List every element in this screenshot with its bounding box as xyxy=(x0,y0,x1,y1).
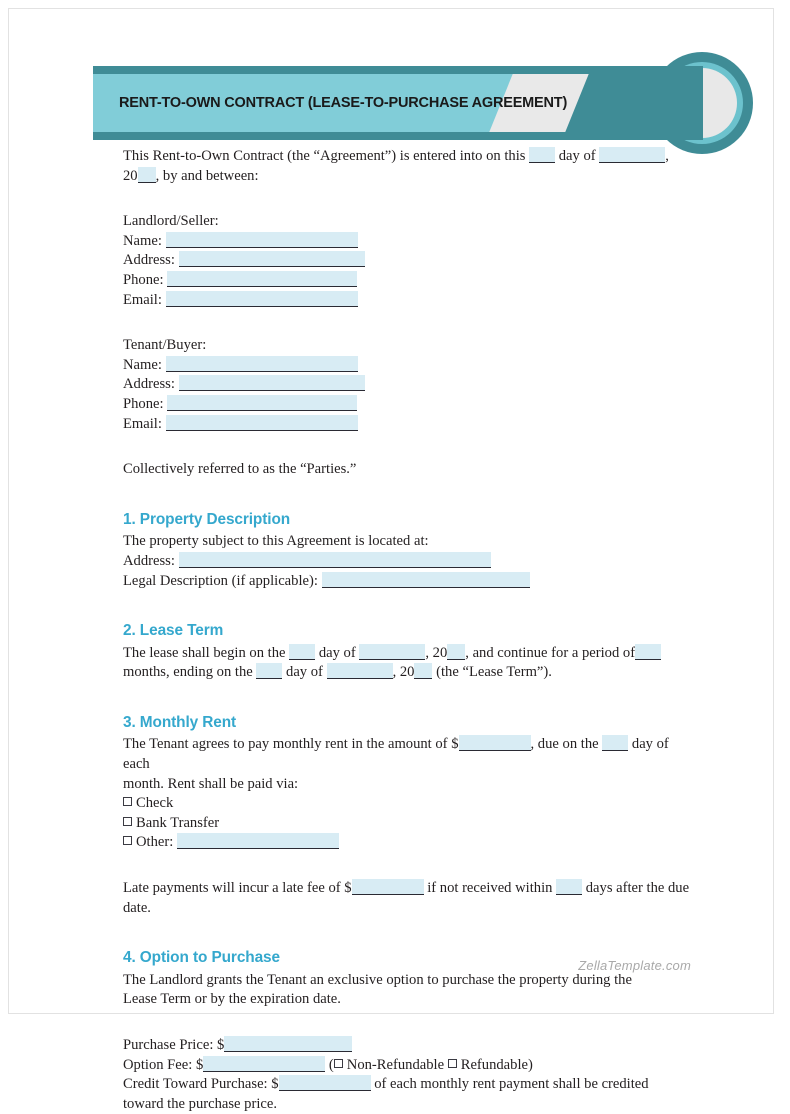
option-fee-label: Option Fee: $ xyxy=(123,1056,204,1073)
lease-begin-year-blank[interactable] xyxy=(447,644,465,660)
payment-option-bank-transfer[interactable] xyxy=(123,814,693,834)
tenant-address-label: Address: xyxy=(123,376,175,393)
watermark: ZellaTemplate.com xyxy=(578,958,691,973)
payment-option-other-label: Other: xyxy=(136,834,174,851)
late-fee-grace-days-blank[interactable] xyxy=(556,879,582,895)
monthly-rent-text-3: day of each xyxy=(123,736,669,773)
late-fee-text-2: if not received within xyxy=(427,880,553,897)
lease-term-text-7: , 20 xyxy=(392,664,415,681)
tenant-heading: Tenant/Buyer: xyxy=(123,337,207,354)
tenant-email-row xyxy=(123,415,693,435)
tenant-phone-label: Phone: xyxy=(123,395,164,412)
option-fee-paren-open: ( xyxy=(328,1056,334,1073)
lease-term-text-6: day of xyxy=(286,664,323,681)
credit-toward-purchase-input[interactable] xyxy=(279,1075,371,1091)
property-address-label: Address: xyxy=(123,552,175,569)
property-legal-row xyxy=(123,572,693,592)
monthly-rent-text-4: month. Rent shall be paid via: xyxy=(123,775,299,792)
tenant-name-label: Name: xyxy=(123,356,162,373)
section-heading-option-to-purchase: 4. Option to Purchase xyxy=(123,949,280,967)
option-to-purchase-paragraph xyxy=(123,971,693,1010)
checkbox-icon-non-refundable[interactable] xyxy=(334,1059,343,1068)
checkbox-icon-bank-transfer[interactable] xyxy=(123,817,132,826)
lease-term-text-5: months, ending on the xyxy=(123,664,253,681)
lease-term-text-8: (the “Lease Term”). xyxy=(436,664,552,681)
purchase-price-label: Purchase Price: $ xyxy=(123,1037,225,1053)
collective-parties-text: Collectively referred to as the “Parties.” xyxy=(123,461,357,478)
monthly-rent-amount-blank[interactable] xyxy=(459,735,531,751)
property-legal-label: Legal Description (if applicable): xyxy=(123,572,318,589)
payment-option-bank-transfer-label: Bank Transfer xyxy=(136,814,220,831)
landlord-name-row xyxy=(123,232,693,252)
checkbox-icon-refundable[interactable] xyxy=(448,1059,457,1068)
landlord-name-label: Name: xyxy=(123,232,162,249)
landlord-email-label: Email: xyxy=(123,291,162,308)
late-fee-text-3: days after the due xyxy=(585,880,690,897)
property-intro-text: The property subject to this Agreement is located at: xyxy=(123,533,429,550)
option-fee-paren-close: ) xyxy=(528,1056,533,1073)
lease-end-year-blank[interactable] xyxy=(414,663,432,679)
landlord-email-input[interactable] xyxy=(166,291,358,307)
tenant-phone-input[interactable] xyxy=(167,395,357,411)
party-block-tenant xyxy=(123,336,693,434)
credit-toward-purchase-label: Credit Toward Purchase: $ xyxy=(123,1076,279,1093)
credit-toward-purchase-row xyxy=(123,1075,693,1114)
tenant-name-row xyxy=(123,356,693,376)
intro-day-blank[interactable] xyxy=(529,147,555,163)
late-payment-paragraph xyxy=(123,879,693,918)
monthly-rent-paragraph xyxy=(123,735,693,794)
option-fee-refundable-label: Refundable xyxy=(460,1056,528,1073)
late-fee-amount-blank[interactable] xyxy=(352,879,424,895)
lease-begin-month-blank[interactable] xyxy=(359,644,425,660)
monthly-rent-text-2: , due on the xyxy=(530,736,599,753)
intro-text-c: , by and between: xyxy=(155,167,259,184)
monthly-rent-due-day-blank[interactable] xyxy=(602,735,628,751)
landlord-address-input[interactable] xyxy=(179,251,365,267)
payment-option-other[interactable] xyxy=(123,833,693,853)
section-heading-monthly-rent: 3. Monthly Rent xyxy=(123,713,237,731)
landlord-name-input[interactable] xyxy=(166,232,358,248)
late-fee-text-1: Late payments will incur a late fee of $ xyxy=(123,880,352,897)
credit-text-3: toward the purchase price. xyxy=(123,1095,277,1112)
checkbox-icon-check[interactable] xyxy=(123,797,132,806)
payment-option-check-label: Check xyxy=(136,795,174,812)
intro-paragraph xyxy=(123,147,693,186)
lease-term-text-1: The lease shall begin on the xyxy=(123,644,286,661)
lease-term-paragraph xyxy=(123,644,693,683)
option-fee-input[interactable] xyxy=(203,1056,325,1072)
option-fee-row xyxy=(123,1056,693,1076)
option-fee-non-refundable-label: Non-Refundable xyxy=(346,1056,445,1073)
tenant-email-label: Email: xyxy=(123,415,162,432)
purchase-price-input[interactable] xyxy=(224,1036,352,1052)
tenant-address-input[interactable] xyxy=(179,375,365,391)
intro-text-b: day of xyxy=(558,148,596,164)
document-title: RENT-TO-OWN CONTRACT (LEASE-TO-PURCHASE AGREEMENT) xyxy=(119,95,568,111)
property-legal-input[interactable] xyxy=(322,572,530,588)
landlord-address-row xyxy=(123,251,693,271)
party-block-landlord xyxy=(123,212,693,310)
lease-end-month-blank[interactable] xyxy=(327,663,393,679)
lease-term-text-2: day of xyxy=(318,644,356,661)
tenant-email-input[interactable] xyxy=(166,415,358,431)
header-banner xyxy=(93,52,753,154)
purchase-price-row xyxy=(123,1036,693,1056)
document-page xyxy=(8,8,774,1112)
payment-option-other-input[interactable] xyxy=(177,833,339,849)
lease-begin-day-blank[interactable] xyxy=(289,644,315,660)
intro-text-a: This Rent-to-Own Contract (the “Agreement”) is entered into on this xyxy=(123,148,526,164)
property-address-input[interactable] xyxy=(179,552,491,568)
lease-term-text-4: , and continue for a period of xyxy=(465,644,636,661)
tenant-address-row xyxy=(123,375,693,395)
tenant-name-input[interactable] xyxy=(166,356,358,372)
landlord-phone-input[interactable] xyxy=(167,271,357,287)
tenant-phone-row xyxy=(123,395,693,415)
credit-text-2: of each monthly rent payment shall be credited xyxy=(374,1076,649,1093)
landlord-phone-row xyxy=(123,271,693,291)
payment-option-check[interactable] xyxy=(123,794,693,814)
landlord-address-label: Address: xyxy=(123,252,175,269)
lease-term-text-3: , 20 xyxy=(425,644,448,661)
landlord-heading: Landlord/Seller: xyxy=(123,213,219,230)
landlord-phone-label: Phone: xyxy=(123,271,164,288)
option-purchase-line-2: Lease Term or by the expiration date. xyxy=(123,991,341,1008)
intro-month-blank[interactable] xyxy=(599,147,665,163)
lease-end-day-blank[interactable] xyxy=(256,663,282,679)
landlord-email-row xyxy=(123,291,693,311)
option-purchase-line-1: The Landlord grants the Tenant an exclusive option to purchase the property during the xyxy=(123,971,632,988)
intro-year-prefix: 20 xyxy=(123,167,138,184)
banner-bar xyxy=(93,66,703,140)
intro-comma: , xyxy=(665,148,669,164)
section-heading-lease-term: 2. Lease Term xyxy=(123,622,224,640)
property-address-row xyxy=(123,552,693,572)
intro-year-blank[interactable] xyxy=(138,167,156,183)
lease-period-months-blank[interactable] xyxy=(635,644,661,660)
checkbox-icon-other[interactable] xyxy=(123,836,132,845)
monthly-rent-text-1: The Tenant agrees to pay monthly rent in the amount of $ xyxy=(123,736,459,753)
section-heading-property-description: 1. Property Description xyxy=(123,510,291,528)
late-fee-text-4: date. xyxy=(123,899,151,916)
